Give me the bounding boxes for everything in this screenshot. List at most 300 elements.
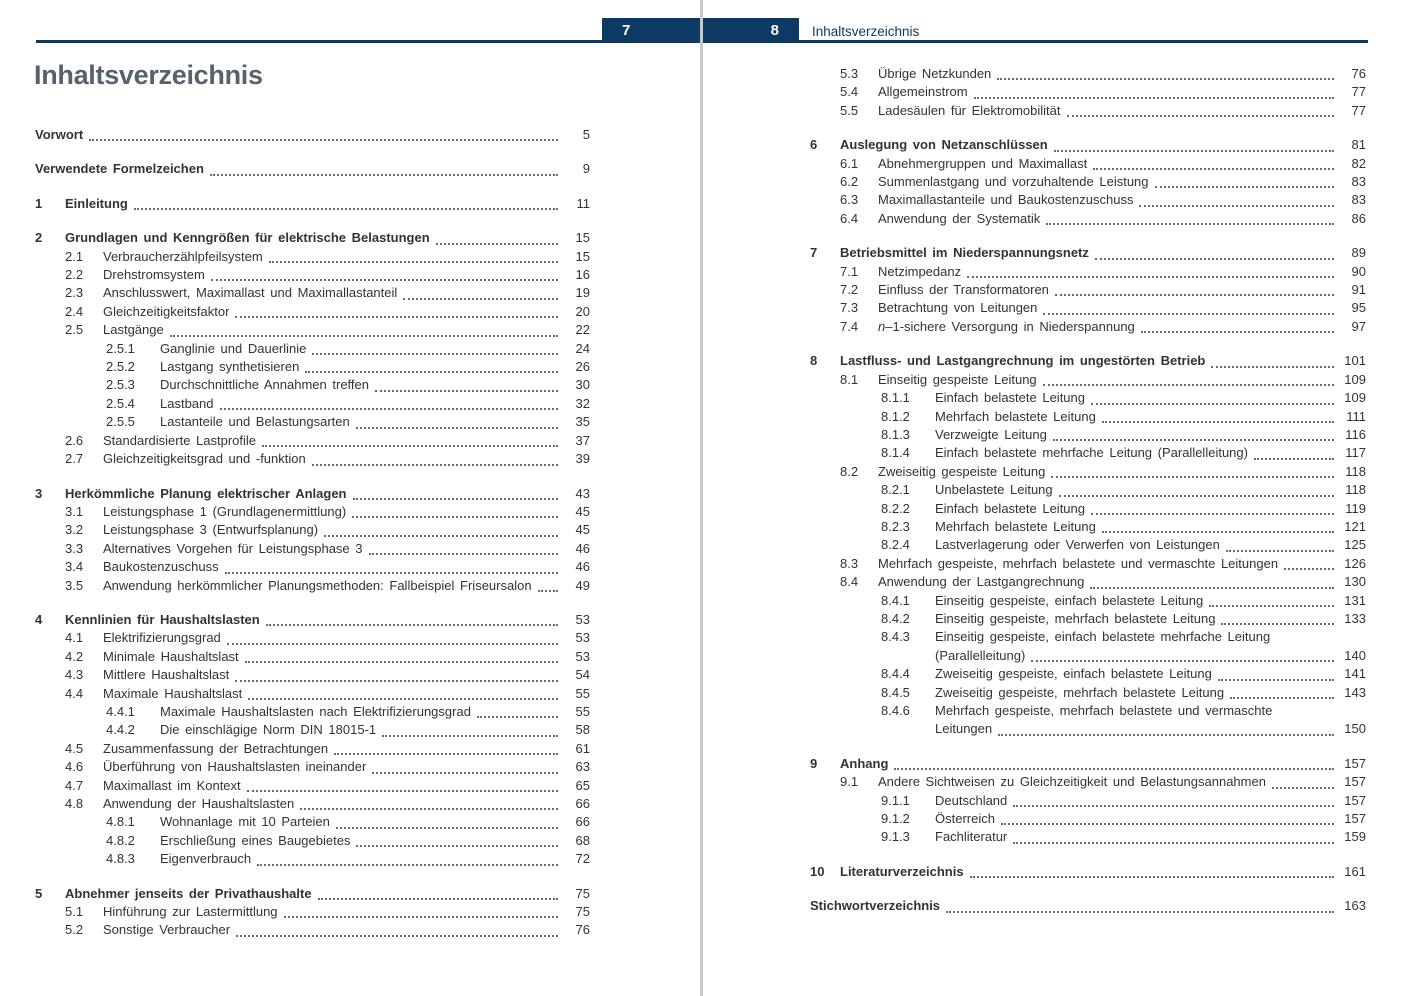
toc-entry-number: 8.4.3: [881, 629, 910, 645]
toc-entry: [810, 702, 1366, 720]
dotted-leader: [1093, 168, 1334, 170]
toc-entry: [35, 503, 590, 521]
dotted-leader: [1226, 550, 1334, 552]
toc-entry-number: 6: [810, 137, 818, 153]
dotted-leader: [236, 935, 558, 937]
toc-entry-page: 116: [1345, 426, 1366, 442]
toc-entry: [35, 303, 590, 321]
toc-entry-label: Mehrfach gespeiste, mehrfach belastete und vermaschte: [935, 703, 1273, 718]
toc-entry-label: Abnehmergruppen und Maximallast: [878, 155, 1088, 171]
toc-entry-label: (Parallelleitung): [935, 647, 1026, 663]
toc-entry-page: 76: [575, 922, 590, 938]
toc-entry-label: Sonstige Verbraucher: [103, 922, 231, 938]
toc-entry-page: 61: [575, 740, 590, 756]
toc-entry: [810, 755, 1366, 773]
toc-entry-label: Anwendung der Haushaltslasten: [103, 796, 295, 811]
dotted-leader: [227, 643, 558, 645]
toc-entry: [35, 685, 590, 703]
dotted-leader: [1043, 384, 1334, 386]
toc-entry-label: Zweiseitig gespeiste, einfach belastete Leitung: [935, 666, 1212, 682]
toc-entry: [35, 813, 590, 831]
toc-entry-page: 46: [575, 540, 590, 556]
toc-entry-page: 111: [1346, 408, 1366, 424]
toc-entry: [810, 389, 1366, 407]
dotted-leader: [324, 535, 558, 537]
toc-entry-number: 6.1: [840, 155, 859, 171]
toc-entry-page: 75: [575, 885, 590, 901]
toc-entry: [35, 648, 590, 666]
dotted-leader: [538, 590, 558, 592]
toc-entry-label: Baukostenzuschuss: [103, 559, 219, 575]
toc-entry-page: 82: [1351, 155, 1366, 171]
dotted-leader: [436, 243, 558, 245]
dotted-leader: [356, 845, 558, 847]
toc-entry: [810, 573, 1366, 591]
toc-entry-number: 2.5.1: [106, 340, 135, 356]
toc-entry-label: Gleichzeitigkeitsfaktor: [103, 303, 230, 319]
toc-entry-label: Betriebsmittel im Niederspannungsnetz: [840, 245, 1089, 261]
toc-entry-page: 133: [1344, 610, 1366, 626]
toc-entry-page: 119: [1345, 500, 1366, 516]
toc-entry: [810, 592, 1366, 610]
toc-entry-label: Betrachtung von Leitungen: [878, 300, 1038, 316]
toc-entry: [810, 136, 1366, 154]
toc-entry-label: Anwendung herkömmlicher Planungsmethoden: Fallbeispiel Friseursalon: [103, 577, 532, 593]
toc-entry-label: Abnehmer jenseits der Privathaushalte: [65, 885, 312, 901]
running-header-label: Inhaltsverzeichnis: [812, 24, 920, 39]
toc-entry-label: Lastverlagerung oder Verwerfen von Leistungen: [935, 537, 1220, 553]
dotted-leader: [247, 790, 558, 792]
toc-entry-label: Anwendung der Systematik: [878, 210, 1041, 226]
toc-entry-page: 76: [1351, 66, 1366, 81]
toc-entry-page: 32: [575, 395, 590, 411]
toc-entry: [35, 721, 590, 739]
toc-entry-page: 140: [1344, 647, 1366, 663]
toc-entry-label: Die einschlägige Norm DIN 18015-1: [160, 722, 377, 738]
dotted-leader: [312, 353, 558, 355]
toc-entry-label: Einfach belastete Leitung: [935, 500, 1085, 516]
toc-entry-number: 1: [35, 195, 43, 211]
toc-entry-page: 30: [575, 377, 590, 393]
toc-entry-number: 4.2: [65, 648, 84, 664]
toc-entry-page: 37: [575, 432, 590, 448]
toc-entry-page: 143: [1344, 684, 1366, 700]
toc-entry: [810, 897, 1366, 915]
toc-entry-page: 163: [1344, 898, 1366, 914]
dotted-leader: [1218, 679, 1334, 681]
toc-entry: [35, 850, 590, 868]
dotted-leader: [134, 208, 558, 210]
toc-entry-number: 2.6: [65, 432, 84, 448]
toc-entry: [35, 921, 590, 939]
toc-entry-label: Standardisierte Lastprofile: [103, 432, 257, 448]
toc-entry-page: 86: [1351, 210, 1366, 226]
toc-entry-label: Leitungen: [935, 721, 993, 737]
toc-entry-label: Lastgänge: [103, 322, 164, 338]
toc-entry-page: 53: [575, 648, 590, 664]
toc-entry-number: 8.4.5: [881, 684, 910, 700]
toc-entry-label: Verwendete Formelzeichen: [35, 161, 204, 177]
dotted-leader: [305, 371, 558, 373]
toc-entry-number: 5.5: [840, 102, 859, 118]
toc-entry: [35, 611, 590, 629]
toc-entry-label: Überführung von Haushaltslasten ineinander: [103, 759, 367, 775]
toc-entry: [810, 463, 1366, 481]
toc-entry-page: 121: [1344, 518, 1366, 534]
toc-entry-number: 8.4.4: [881, 666, 910, 682]
toc-entry-label: Literaturverzeichnis: [840, 863, 964, 879]
toc-entry-number: 8.1: [840, 371, 859, 387]
toc-entry-number: 5.4: [840, 84, 859, 100]
toc-entry: [810, 102, 1366, 120]
toc-entry: [35, 577, 590, 595]
dotted-leader: [353, 498, 559, 500]
dotted-leader: [248, 698, 558, 700]
toc-entry-label: Leistungsphase 3 (Entwurfsplanung): [103, 522, 319, 538]
toc-entry-label: Deutschland: [935, 792, 1008, 808]
toc-entry: [35, 432, 590, 450]
toc-entry-label: Auslegung von Netzanschlüssen: [840, 137, 1048, 153]
dotted-leader: [1053, 439, 1334, 441]
toc-entry: [35, 885, 590, 903]
toc-entry-label: Einfluss der Transformatoren: [878, 282, 1049, 298]
toc-entry-page: 89: [1351, 245, 1366, 261]
toc-entry-label: Unbelastete Leitung: [935, 482, 1053, 498]
toc-entry-label: Mehrfach gespeiste, mehrfach belastete und vermaschte Leitungen: [878, 555, 1279, 571]
toc-entry-label: Einleitung: [65, 195, 128, 211]
toc-entry: [810, 792, 1366, 810]
dotted-leader: [369, 553, 558, 555]
toc-entry: [810, 555, 1366, 573]
toc-entry-page: 24: [575, 340, 590, 356]
dotted-leader: [1090, 587, 1334, 589]
toc-entry-number: 4.7: [65, 777, 84, 793]
toc-entry-label: Vorwort: [35, 127, 84, 142]
toc-entry-number: 9.1.2: [881, 811, 910, 827]
page-number-box-right: 8: [703, 18, 799, 43]
toc-entry-label: Verzweigte Leitung: [935, 426, 1047, 442]
dotted-leader: [1272, 787, 1334, 789]
dotted-leader: [262, 445, 558, 447]
dotted-leader: [284, 916, 558, 918]
toc-entry-number: 5: [35, 885, 43, 901]
dotted-leader: [1043, 313, 1334, 315]
toc-entry-page: 58: [575, 722, 590, 738]
header-rule-left: [36, 40, 602, 43]
dotted-leader: [372, 772, 558, 774]
toc-entry: [810, 173, 1366, 191]
toc-entry-label: Gleichzeitigkeitsgrad und -funktion: [103, 451, 306, 467]
toc-entry: [35, 266, 590, 284]
toc-entry-label: Einseitig gespeiste Leitung: [878, 371, 1037, 387]
toc-entry-number: 5.3: [840, 66, 859, 81]
toc-entry-page: 72: [575, 851, 590, 867]
toc-entry-label: Summenlastgang und vorzuhaltende Leistung: [878, 174, 1149, 190]
dotted-leader: [312, 464, 558, 466]
toc-entry-page: 65: [575, 777, 590, 793]
toc-entry-page: 20: [575, 303, 590, 319]
toc-entry-label: Elektrifizierungsgrad: [103, 630, 221, 646]
toc-entry-label: Stichwortverzeichnis: [810, 898, 941, 914]
toc-entry-number: 4.8: [65, 796, 84, 811]
toc-entry-page: 90: [1351, 263, 1366, 279]
dotted-leader: [1095, 258, 1334, 260]
toc-entry-page: 15: [575, 248, 590, 264]
toc-entry-page: 131: [1344, 592, 1366, 608]
toc-entry-number: 8.3: [840, 555, 859, 571]
toc-entry: [810, 518, 1366, 536]
toc-entry: [35, 666, 590, 684]
toc-column-left: [35, 126, 590, 940]
toc-entry-label: Grundlagen und Kenngrößen für elektrische Belastungen: [65, 230, 430, 246]
dotted-leader: [998, 734, 1334, 736]
toc-entry-number: 3.4: [65, 559, 84, 575]
dotted-leader: [1209, 605, 1334, 607]
toc-entry-label: Mehrfach belastete Leitung: [935, 408, 1096, 424]
toc-entry-label: Einfach belastete mehrfache Leitung (Parallelleitung): [935, 445, 1248, 461]
toc-entry-label: Herkömmliche Planung elektrischer Anlagen: [65, 485, 347, 501]
dotted-leader: [336, 827, 558, 829]
toc-entry-page: 109: [1344, 371, 1366, 387]
toc-entry-number: 2.4: [65, 303, 84, 319]
toc-entry-page: 45: [575, 503, 590, 519]
toc-entry-label: Wohnanlage mit 10 Parteien: [160, 814, 330, 830]
toc-entry: [810, 665, 1366, 683]
toc-entry-page: 125: [1344, 537, 1366, 553]
toc-entry-label: Übrige Netzkunden: [878, 66, 992, 81]
toc-entry: [810, 684, 1366, 702]
page-gutter-divider: [700, 0, 703, 996]
toc-entry-label: Einseitig gespeiste, einfach belastete mehrfache Leitung: [935, 629, 1271, 645]
toc-entry-label: Einseitig gespeiste, mehrfach belastete Leitung: [935, 610, 1216, 626]
dotted-leader: [375, 390, 558, 392]
dotted-leader: [1091, 403, 1334, 405]
toc-entry-number: 9: [810, 755, 818, 771]
toc-entry-number: 4.6: [65, 759, 84, 775]
toc-entry-page: 46: [575, 559, 590, 575]
toc-entry-page: 101: [1344, 353, 1366, 369]
toc-entry: [810, 244, 1366, 262]
toc-entry-number: 6.4: [840, 210, 859, 226]
dotted-leader: [245, 661, 558, 663]
dotted-leader: [477, 716, 558, 718]
dotted-leader: [1155, 186, 1334, 188]
toc-entry: [810, 426, 1366, 444]
dotted-leader: [1221, 623, 1334, 625]
toc-entry-number: 8.1.3: [881, 426, 910, 442]
dotted-leader: [1013, 842, 1334, 844]
toc-entry-number: 4.5: [65, 740, 84, 756]
toc-entry-number: 2.5.3: [106, 377, 135, 393]
dotted-leader: [220, 408, 559, 410]
dotted-leader: [1211, 366, 1334, 368]
toc-entry: [35, 703, 590, 721]
toc-entry: [810, 610, 1366, 628]
toc-entry-page: 83: [1351, 174, 1366, 190]
toc-entry-page: 130: [1344, 574, 1366, 590]
toc-entry-label: Zusammenfassung der Betrachtungen: [103, 740, 329, 756]
toc-entry-number: 6.2: [840, 174, 859, 190]
toc-entry-number: 8: [810, 353, 818, 369]
toc-entry-number: 7.3: [840, 300, 859, 316]
toc-entry-label: Ladesäulen für Elektromobilität: [878, 102, 1061, 118]
toc-entry-label: Alternatives Vorgehen für Leistungsphase 3: [103, 540, 363, 556]
toc-entry-number: 4.4.1: [106, 703, 135, 719]
toc-entry-label: Maximallastanteile und Baukostenzuschuss: [878, 192, 1134, 208]
toc-entry: [810, 500, 1366, 518]
toc-entry-number: 8.2.4: [881, 537, 910, 553]
toc-entry-number: 2.5: [65, 322, 84, 338]
dotted-leader: [974, 97, 1334, 99]
toc-entry-page: 63: [575, 759, 590, 775]
toc-entry-label: Anwendung der Lastgangrechnung: [878, 574, 1085, 590]
toc-entry-number: 7.1: [840, 263, 859, 279]
toc-entry-number: 7.4: [840, 318, 859, 334]
toc-entry-number: 8.1.4: [881, 445, 910, 461]
toc-entry-number: 5.1: [65, 904, 84, 920]
toc-entry-label: Eigenverbrauch: [160, 851, 252, 867]
toc-entry: [810, 773, 1366, 791]
toc-entry: [35, 126, 590, 144]
toc-entry: [35, 229, 590, 247]
toc-entry: [35, 413, 590, 431]
toc-entry-page: 157: [1344, 755, 1366, 771]
toc-entry-number: 2.2: [65, 267, 84, 283]
dotted-leader: [257, 864, 558, 866]
toc-entry: [810, 210, 1366, 228]
dotted-leader: [1001, 823, 1334, 825]
toc-entry-label: Mittlere Haushaltslast: [103, 667, 230, 683]
toc-entry-page: 9: [582, 161, 590, 177]
toc-entry-number: 8.1.2: [881, 408, 910, 424]
toc-entry: [35, 284, 590, 302]
toc-entry: [810, 281, 1366, 299]
toc-entry-label: Lastfluss- und Lastgangrechnung im ungestörten Betrieb: [840, 353, 1206, 369]
toc-entry: [35, 758, 590, 776]
dotted-leader: [970, 876, 1334, 878]
dotted-leader: [1102, 531, 1334, 533]
toc-entry-number: 8.4.6: [881, 703, 910, 718]
toc-entry: [35, 558, 590, 576]
toc-entry: [810, 408, 1366, 426]
toc-entry-number: 6.3: [840, 192, 859, 208]
toc-entry: [810, 371, 1366, 389]
toc-entry-page: 19: [575, 285, 590, 301]
toc-entry: [810, 155, 1366, 173]
toc-entry-page: 157: [1344, 774, 1366, 790]
toc-entry-page: 109: [1344, 390, 1366, 406]
toc-entry-label: Netzimpedanz: [878, 263, 962, 279]
toc-entry: [810, 828, 1366, 846]
dotted-leader: [225, 572, 558, 574]
toc-entry-number: 4.8.3: [106, 851, 135, 867]
toc-entry: [810, 299, 1366, 317]
toc-entry-number: 2.7: [65, 451, 84, 467]
toc-entry-number: 9.1: [840, 774, 859, 790]
dotted-leader: [946, 911, 1334, 913]
toc-entry-label: Zweiseitig gespeiste, mehrfach belastete Leitung: [935, 684, 1225, 700]
toc-entry: [35, 903, 590, 921]
toc-entry-number: 3.5: [65, 577, 84, 593]
toc-entry-label: Einseitig gespeiste, einfach belastete Leitung: [935, 592, 1204, 608]
toc-entry-number: 8.4: [840, 574, 859, 590]
toc-entry-page: 81: [1351, 137, 1366, 153]
toc-entry-number: 8.2: [840, 463, 859, 479]
toc-entry-page: 22: [575, 322, 590, 338]
toc-entry: [810, 444, 1366, 462]
toc-entry-page: 5: [582, 127, 590, 142]
toc-entry: [810, 863, 1366, 881]
toc-entry-page: 117: [1345, 445, 1366, 461]
toc-entry-number: 4.8.1: [106, 814, 135, 830]
dotted-leader: [1055, 294, 1334, 296]
toc-entry: [810, 318, 1366, 336]
toc-entry: [35, 795, 590, 813]
toc-entry-page: 54: [575, 667, 590, 683]
toc-entry-page: 95: [1351, 300, 1366, 316]
toc-entry-page: 43: [575, 485, 590, 501]
toc-entry-number: 2.5.5: [106, 414, 135, 430]
dotted-leader: [210, 174, 558, 176]
toc-entry: [810, 647, 1366, 665]
toc-entry-label: Kennlinien für Haushaltslasten: [65, 611, 260, 627]
dotted-leader: [1139, 205, 1334, 207]
toc-entry: [35, 195, 590, 213]
toc-entry-page: 11: [576, 195, 590, 211]
toc-entry-number: 4.3: [65, 667, 84, 683]
toc-entry-number: 2.1: [65, 248, 84, 264]
dotted-leader: [1091, 513, 1334, 515]
toc-entry-label: Lastanteile und Belastungsarten: [160, 414, 350, 430]
toc-entry-label: Ganglinie und Dauerlinie: [160, 340, 307, 356]
toc-entry-number: 3.1: [65, 503, 84, 519]
toc-entry-label: Zweiseitig gespeiste Leitung: [878, 463, 1046, 479]
toc-entry-page: 16: [575, 267, 590, 283]
toc-entry-number: 7: [810, 245, 818, 261]
toc-entry: [35, 521, 590, 539]
toc-entry: [810, 720, 1366, 738]
toc-entry-page: 55: [575, 703, 590, 719]
toc-entry-label: Anhang: [840, 755, 889, 771]
toc-entry-label: Andere Sichtweisen zu Gleichzeitigkeit und Belastungsannahmen: [878, 774, 1266, 790]
toc-entry-page: 45: [575, 522, 590, 538]
toc-entry-label: Anschlusswert, Maximallast und Maximallastanteil: [103, 285, 398, 301]
toc-entry-label: Minimale Haushaltslast: [103, 648, 239, 664]
toc-entry-page: 157: [1344, 792, 1366, 808]
toc-entry-page: 35: [575, 414, 590, 430]
toc-entry: [35, 248, 590, 266]
dotted-leader: [300, 808, 558, 810]
toc-entry: [810, 83, 1366, 101]
toc-entry: [35, 777, 590, 795]
toc-entry-label: Mehrfach belastete Leitung: [935, 518, 1096, 534]
dotted-leader: [967, 276, 1334, 278]
toc-entry-number: 3: [35, 485, 43, 501]
dotted-leader: [1054, 150, 1334, 152]
toc-entry: [810, 481, 1366, 499]
toc-entry-number: 2.3: [65, 285, 84, 301]
toc-entry-label: Maximale Haushaltslasten nach Elektrifizierungsgrad: [160, 703, 471, 719]
toc-entry: [810, 352, 1366, 370]
toc-entry-page: 53: [575, 630, 590, 646]
toc-entry-number: 8.4.2: [881, 610, 910, 626]
toc-entry-label: n–1-sichere Versorgung in Niederspannung: [878, 318, 1135, 334]
page-title: Inhaltsverzeichnis: [34, 60, 263, 90]
toc-entry-number: 2: [35, 230, 43, 246]
dotted-leader: [89, 139, 558, 141]
dotted-leader: [1046, 223, 1334, 225]
toc-entry-page: 97: [1351, 318, 1366, 334]
